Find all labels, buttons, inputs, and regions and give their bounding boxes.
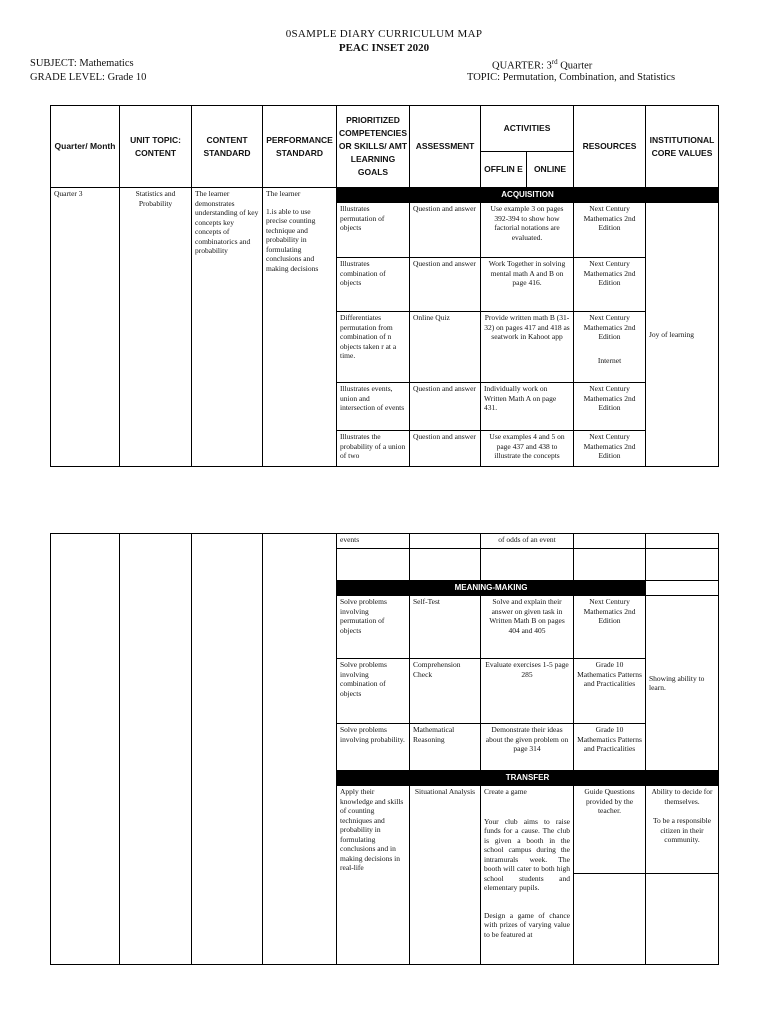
unit-topic-cell-empty <box>120 534 192 965</box>
resource-cell: Grade 10 Mathematics Patterns and Practicalities <box>574 659 646 724</box>
col-online-header: ONLINE <box>527 152 574 188</box>
core-value-2: To be a responsible citizen in their community. <box>653 816 712 844</box>
empty-cell <box>646 874 719 965</box>
quarter-label <box>492 58 592 72</box>
assessment-cell: Question and answer <box>410 431 481 467</box>
competency-cell: Differentiates permutation from combination of n objects taken r at a time. <box>337 312 410 383</box>
quarter-cell: Quarter 3 <box>51 188 120 467</box>
performance-standard-cell-empty <box>263 534 337 965</box>
competency-cell: events <box>337 534 410 549</box>
quarter-sup: rd <box>551 58 558 66</box>
activity-cell: Solve and explain their answer on given task in Written Math B on pages 404 and 405 <box>481 596 574 659</box>
assessment-cell: Online Quiz <box>410 312 481 383</box>
col-unit-topic-header: UNIT TOPIC: CONTENT <box>120 106 192 188</box>
activity-task: Design a game of chance with prizes of varying value to be featured at <box>484 910 571 939</box>
content-standard-cell: The learner demonstrates understanding of key concepts key concepts of combinatorics and probability <box>192 188 263 467</box>
activity-cell: of odds of an event <box>481 534 574 549</box>
meaning-making-band: MEANING-MAKING <box>337 581 646 596</box>
competency-cell: Illustrates permutation of objects <box>337 203 410 258</box>
document-subtitle: PEAC INSET 2020 <box>338 42 430 54</box>
col-core-values-header: INSTITUTIONAL CORE VALUES <box>646 106 719 188</box>
activity-cell: Demonstrate their ideas about the given problem on page 314 <box>481 724 574 771</box>
resource-cell: Next Century Mathematics 2nd Edition <box>574 596 646 659</box>
core-value-1: Ability to decide for themselves. <box>651 787 713 806</box>
curriculum-table-page1 <box>50 105 719 467</box>
resource-cell: Grade 10 Mathematics Patterns and Practicalities <box>574 724 646 771</box>
resource-cell: Guide Questions provided by the teacher. <box>574 786 646 874</box>
empty-cell <box>481 549 574 581</box>
assessment-cell: Self-Test <box>410 596 481 659</box>
resource-cell: Next Century Mathematics 2nd Edition <box>574 258 646 312</box>
activity-cell: Individually work on Written Math A on page 431. <box>481 383 574 431</box>
quarter-prefix: QUARTER: 3 <box>492 60 552 72</box>
curriculum-table-page2 <box>50 533 719 965</box>
resource-cell <box>574 312 646 383</box>
col-quarter-header: Quarter/ Month <box>51 106 120 188</box>
activity-cell: Use examples 4 and 5 on page 437 and 438 to illustrate the concepts <box>481 431 574 467</box>
competency-cell: Solve problems involving combination of objects <box>337 659 410 724</box>
unit-topic-cell: Statistics and Probability <box>120 188 192 467</box>
quarter-cell-empty <box>51 534 120 965</box>
assessment-cell: Question and answer <box>410 203 481 258</box>
topic-label: TOPIC: Permutation, Combination, and Statistics <box>467 72 676 83</box>
empty-cell <box>574 874 646 965</box>
table-row <box>51 534 719 549</box>
activity-cell: Work Together in solving mental math A and B on page 416. <box>481 258 574 312</box>
subject-label: SUBJECT: Mathematics <box>30 58 134 69</box>
empty-cell <box>646 549 719 581</box>
competency-cell: Illustrates the probability of a union of two <box>337 431 410 467</box>
resource-extra: Internet <box>597 355 622 365</box>
resource-cell: Next Century Mathematics 2nd Edition <box>574 203 646 258</box>
activity-cell: Provide written math B (31-32) on pages 417 and 418 as seatwork in Kahoot app <box>481 312 574 383</box>
quarter-suffix: Quarter <box>557 60 593 72</box>
core-value-cell-empty <box>646 534 719 549</box>
assessment-cell: Comprehension Check <box>410 659 481 724</box>
resource-cell: Next Century Mathematics 2nd Edition <box>574 383 646 431</box>
empty-cell <box>646 581 719 596</box>
empty-cell <box>337 549 410 581</box>
assessment-cell: Question and answer <box>410 383 481 431</box>
empty-cell <box>410 549 481 581</box>
grade-level-label: GRADE LEVEL: Grade 10 <box>30 72 147 83</box>
empty-cell <box>574 549 646 581</box>
performance-standard-text: 1.is able to use precise counting technique and probability in formulating conclusions and making decisions <box>266 206 319 273</box>
assessment-cell: Question and answer <box>410 258 481 312</box>
competency-cell: Solve problems involving probability. <box>337 724 410 771</box>
col-offline-header: OFFLIN E <box>481 152 527 188</box>
resource-cell-empty <box>574 534 646 549</box>
col-performance-standard-header: PERFORMANCE STANDARD <box>263 106 337 188</box>
performance-standard-intro: The learner <box>266 189 301 198</box>
activity-cell: Evaluate exercises 1-5 page 285 <box>481 659 574 724</box>
competency-cell: Illustrates events, union and intersection of events <box>337 383 410 431</box>
assessment-cell: Mathematical Reasoning <box>410 724 481 771</box>
core-value-cell <box>646 786 719 874</box>
core-value-cell: Joy of learning <box>646 203 719 467</box>
activity-title: Create a game <box>484 787 527 796</box>
col-content-standard-header: CONTENT STANDARD <box>192 106 263 188</box>
assessment-cell: Situational Analysis <box>410 786 481 965</box>
core-value-cell: Showing ability to learn. <box>646 596 719 771</box>
col-competencies-header: PRIORITIZED COMPETENCIES OR SKILLS/ AMT LEARNING GOALS <box>337 106 410 188</box>
competency-cell: Apply their knowledge and skills of counting techniques and probability in formulating conclusions and in making decisions in real-life <box>337 786 410 965</box>
performance-standard-cell <box>263 188 337 467</box>
transfer-activity-cell <box>481 786 574 965</box>
activity-cell: Use example 3 on pages 392-394 to show how factorial notations are evaluated. <box>481 203 574 258</box>
header-row <box>51 106 719 152</box>
assessment-cell-empty <box>410 534 481 549</box>
competency-cell: Illustrates combination of objects <box>337 258 410 312</box>
resource-cell: Next Century Mathematics 2nd Edition <box>574 431 646 467</box>
document-title: 0SAMPLE DIARY CURRICULUM MAP <box>285 28 483 40</box>
competency-cell: Solve problems involving permutation of objects <box>337 596 410 659</box>
col-resources-header: RESOURCES <box>574 106 646 188</box>
col-activities-header: ACTIVITIES <box>481 106 574 152</box>
activity-description: Your club aims to raise funds for a cause. The club is given a booth in the school campus during the intramurals week. The booth will cater to both high school students and elementary pupils. <box>484 816 571 892</box>
transfer-band: TRANSFER <box>337 771 719 786</box>
acquisition-band: ACQUISITION <box>337 188 719 203</box>
resource-text: Next Century Mathematics 2nd Edition <box>583 313 636 341</box>
content-standard-cell-empty <box>192 534 263 965</box>
col-assessment-header: ASSESSMENT <box>410 106 481 188</box>
